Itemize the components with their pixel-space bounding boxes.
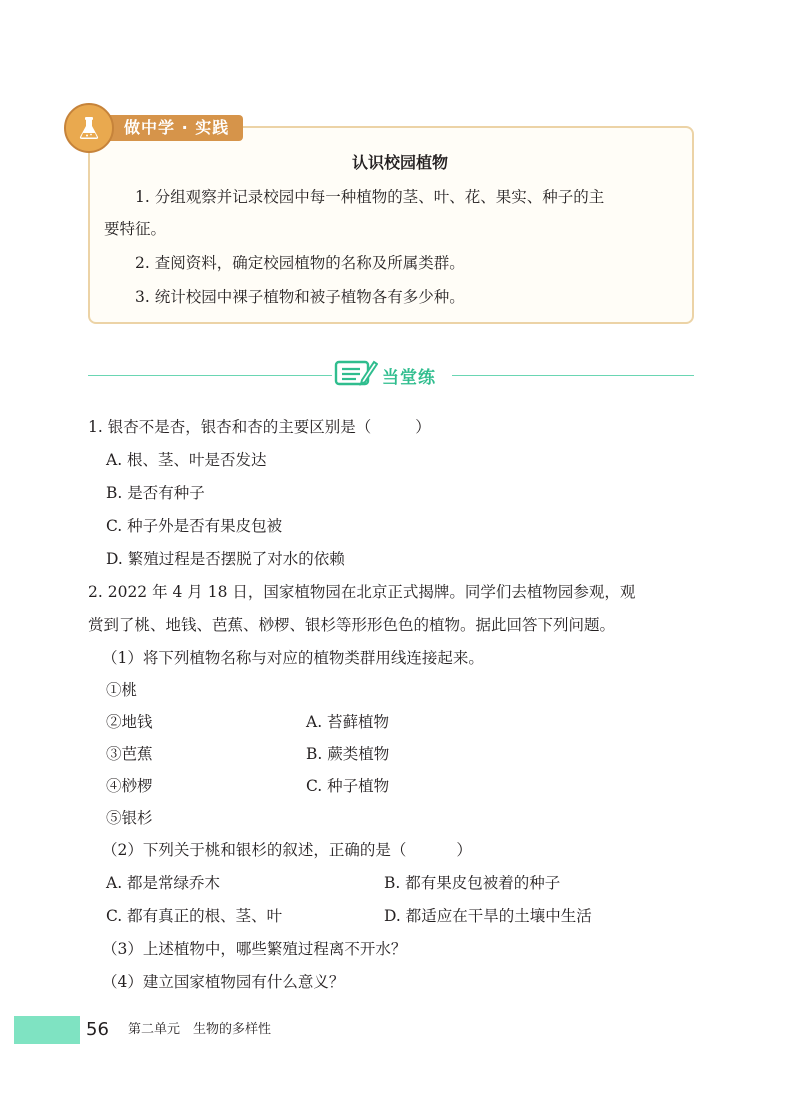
group-item: B. 蕨类植物 [306, 745, 390, 763]
q1-option-d: D. 繁殖过程是否摆脱了对水的依赖 [106, 550, 345, 568]
q2-stem-line2: 赏到了桃、地钱、芭蕉、桫椤、银杉等形形色色的植物。据此回答下列问题。 [88, 616, 616, 634]
section-divider-left [88, 375, 332, 376]
practice-title: 认识校园植物 [351, 153, 448, 172]
plant-item: ⑤银杉 [106, 809, 153, 827]
plant-item: ③芭蕉 [106, 745, 153, 763]
group-item: A. 苔藓植物 [306, 713, 390, 731]
practice-item-3: 3. 统计校园中裸子植物和被子植物各有多少种。 [135, 288, 465, 306]
practice-tab [64, 104, 243, 152]
q2-sub2-option-d: D. 都适应在干旱的土壤中生活 [384, 907, 592, 925]
q2-sub1: （1）将下列植物名称与对应的植物类群用线连接起来。 [102, 649, 484, 667]
q1-option-a: A. 根、茎、叶是否发达 [106, 451, 267, 469]
group-item: C. 种子植物 [306, 777, 390, 795]
plant-item: ①桃 [106, 681, 138, 699]
footer-accent-bar [14, 1016, 80, 1044]
q1-option-b: B. 是否有种子 [106, 484, 205, 502]
practice-item-1-cont: 要特征。 [104, 220, 167, 238]
practice-item-1: 1. 分组观察并记录校园中每一种植物的茎、叶、花、果实、种子的主 [135, 188, 605, 206]
page-number: 56 [86, 1019, 109, 1040]
section-title: 当堂练 [382, 367, 436, 388]
practice-item-2: 2. 查阅资料，确定校园植物的名称及所属类群。 [135, 254, 465, 272]
q1-option-c: C. 种子外是否有果皮包被 [106, 517, 283, 535]
q2-stem-line1: 2. 2022 年 4 月 18 日，国家植物园在北京正式揭牌。同学们去植物园参观，观 [88, 583, 636, 601]
section-header [334, 358, 436, 392]
section-divider-right [452, 375, 694, 376]
q2-sub4: （4）建立国家植物园有什么意义？ [102, 973, 345, 991]
q2-sub2-option-a: A. 都是常绿乔木 [106, 874, 221, 892]
q2-sub3: （3）上述植物中，哪些繁殖过程离不开水？ [102, 940, 407, 958]
q1-stem-end: ） [415, 418, 431, 436]
q2-sub2-option-c: C. 都有真正的根、茎、叶 [106, 907, 283, 925]
q2-sub2-option-b: B. 都有果皮包被着的种子 [384, 874, 561, 892]
q1-stem [88, 416, 431, 438]
plant-item: ②地钱 [106, 713, 153, 731]
q2-sub2-text: （2）下列关于桃和银杉的叙述，正确的是（ [102, 841, 407, 859]
notebook-pencil-icon [334, 358, 378, 392]
q2-sub2-end: ） [456, 841, 472, 859]
unit-label: 第二单元 生物的多样性 [128, 1022, 272, 1037]
q2-sub2 [102, 839, 472, 861]
plant-item: ④桫椤 [106, 777, 153, 795]
practice-tab-label: 做中学 · 实践 [104, 115, 243, 141]
flask-icon [64, 103, 114, 153]
q1-stem-text: 1. 银杏不是杏，银杏和杏的主要区别是（ [88, 418, 372, 436]
